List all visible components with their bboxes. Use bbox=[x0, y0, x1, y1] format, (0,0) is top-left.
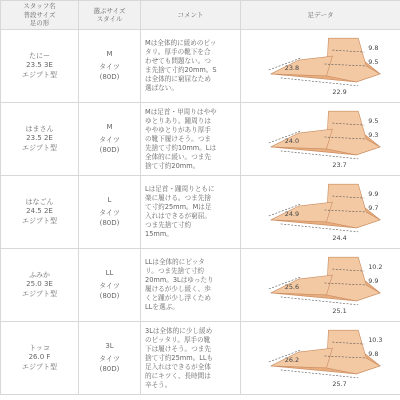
style-cell bbox=[79, 30, 141, 103]
style-denier: (80D) bbox=[99, 291, 120, 300]
foot-shape: エジプト型 bbox=[22, 362, 57, 371]
comment-line: 20mm。3Lはゆったり bbox=[145, 276, 214, 284]
measure-length: 25.6 bbox=[284, 282, 300, 291]
comment-line: ま先捨て寸約20mm。S bbox=[145, 66, 217, 74]
staff-cell bbox=[1, 30, 79, 103]
header-foot-label: 足データ bbox=[307, 10, 334, 19]
comment-line: ゆとりあり。踵周りは bbox=[145, 116, 211, 125]
comment-line: Mは足首・甲周りはやや bbox=[145, 107, 217, 116]
header-staff-line-1: スタッフ名 bbox=[23, 2, 56, 11]
measure-ankle: 9.3 bbox=[368, 131, 379, 140]
usual-size: 23.5 2E bbox=[26, 134, 53, 143]
foot-data-cell bbox=[241, 322, 400, 395]
foot-data-cell bbox=[241, 176, 400, 249]
header-style-line-2: スタイル bbox=[96, 15, 123, 23]
chosen-size: L bbox=[107, 195, 112, 204]
measure-sole: 23.7 bbox=[332, 160, 347, 169]
header-staff bbox=[1, 1, 79, 30]
comment-line: 下は履けそう。つま先 bbox=[145, 344, 211, 353]
measure-sole: 25.1 bbox=[332, 306, 347, 315]
chosen-size: LL bbox=[105, 268, 114, 277]
foot-data-cell bbox=[241, 103, 400, 176]
comment-line: て寸約25mm。Mは足 bbox=[145, 203, 212, 211]
style-type: タイツ bbox=[99, 136, 120, 145]
measure-instep: 10.3 bbox=[368, 336, 383, 345]
measure-length: 26.2 bbox=[284, 355, 300, 364]
comment-line: 入れはできるが窮屈。 bbox=[145, 212, 211, 220]
staff-name: はまさん bbox=[25, 124, 54, 133]
table-row bbox=[1, 176, 400, 249]
measure-length: 24.9 bbox=[284, 209, 300, 218]
comment-line: 選ばない。 bbox=[145, 84, 178, 92]
comment-line: 足入れはできるが全体 bbox=[145, 362, 211, 371]
table-row bbox=[1, 322, 400, 395]
measure-ankle: 9.9 bbox=[368, 277, 379, 286]
foot-shape: エジプト型 bbox=[22, 143, 57, 152]
staff-name: はなごん bbox=[25, 197, 54, 206]
foot-diagram bbox=[241, 249, 400, 321]
header-style-line-1: 選ぶサイズ bbox=[93, 6, 126, 15]
measure-sole: 22.9 bbox=[332, 87, 347, 96]
comment-line: リ。つま先捨て寸約 bbox=[145, 267, 205, 275]
staff-cell bbox=[1, 176, 79, 249]
chosen-size: M bbox=[106, 122, 113, 131]
comment-line: のピッタリ。厚手の靴 bbox=[145, 335, 211, 344]
table-row bbox=[1, 103, 400, 176]
comment-line: LLは全体的にピッタ bbox=[145, 258, 205, 266]
comment-line: 履けるが少し緩く、歩 bbox=[145, 285, 211, 293]
style-denier: (80D) bbox=[99, 72, 120, 81]
chosen-size: 3L bbox=[105, 341, 114, 350]
comment-line: 全体的に緩い。つま先 bbox=[145, 152, 211, 161]
comment-line: 3Lは全体的に少し緩め bbox=[145, 326, 213, 335]
header-staff-line-2: 普段サイズ bbox=[23, 10, 56, 19]
usual-size: 24.5 2E bbox=[26, 207, 53, 216]
style-type: タイツ bbox=[99, 355, 120, 364]
foot-data-cell bbox=[241, 249, 400, 322]
measure-instep: 9.5 bbox=[368, 117, 379, 126]
measure-sole: 25.7 bbox=[332, 379, 347, 388]
staff-cell bbox=[1, 103, 79, 176]
comment-line: つま先捨て寸約 bbox=[145, 221, 192, 229]
comment-line: は全体的に窮屈なため bbox=[145, 75, 211, 83]
style-cell bbox=[79, 176, 141, 249]
measure-instep: 9.8 bbox=[368, 44, 379, 53]
comment-line: Mは全体的に緩めのピッ bbox=[145, 39, 217, 47]
style-denier: (80D) bbox=[99, 145, 120, 154]
comment-line: 的にキツく、長時間は bbox=[145, 371, 211, 380]
measure-length: 24.0 bbox=[284, 136, 300, 145]
staff-name: たにー bbox=[29, 51, 50, 60]
comment-line: 15mm。 bbox=[145, 230, 173, 238]
foot-diagram bbox=[241, 103, 400, 175]
staff-name: ふみか bbox=[29, 270, 50, 279]
comment-line: LLを選ぶ。 bbox=[145, 303, 179, 311]
style-denier: (80D) bbox=[99, 364, 120, 373]
measure-instep: 10.2 bbox=[368, 263, 383, 272]
foot-diagram bbox=[241, 30, 400, 102]
style-type: タイツ bbox=[99, 63, 120, 72]
comment-line: 先捨て寸約10mm。Lは bbox=[145, 143, 217, 152]
comment-line: 捨て寸約25mm。LLも bbox=[145, 353, 214, 362]
comment-line: 楽に履ける。つま先捨 bbox=[145, 194, 211, 202]
staff-cell bbox=[1, 249, 79, 322]
comment-cell bbox=[141, 103, 241, 176]
measure-length: 23.8 bbox=[284, 63, 300, 72]
comment-line: タリ。厚手の靴下を合 bbox=[145, 48, 211, 56]
header-row bbox=[1, 1, 400, 30]
measure-sole: 24.4 bbox=[332, 233, 347, 242]
comment-cell bbox=[141, 322, 241, 395]
header-comment-label: コメント bbox=[177, 10, 204, 19]
style-type: タイツ bbox=[99, 209, 120, 218]
usual-size: 25.0 3E bbox=[26, 280, 53, 289]
usual-size: 26.0 F bbox=[28, 353, 51, 362]
table-row bbox=[1, 249, 400, 322]
header-staff-line-3: 足の形 bbox=[29, 19, 50, 28]
foot-shape: エジプト型 bbox=[22, 216, 57, 225]
style-denier: (80D) bbox=[99, 218, 120, 227]
staff-cell bbox=[1, 322, 79, 395]
comment-line: わせても問題ない。つ bbox=[145, 57, 211, 65]
comment-cell bbox=[141, 249, 241, 322]
comment-cell bbox=[141, 176, 241, 249]
style-cell bbox=[79, 322, 141, 395]
foot-diagram bbox=[241, 176, 400, 248]
measure-ankle: 9.8 bbox=[368, 350, 379, 359]
style-cell bbox=[79, 103, 141, 176]
chosen-size: M bbox=[106, 49, 113, 58]
staff-name: トッコ bbox=[29, 343, 50, 352]
measure-instep: 9.9 bbox=[368, 190, 379, 199]
foot-data-cell bbox=[241, 30, 400, 103]
style-type: タイツ bbox=[99, 282, 120, 291]
foot-diagram bbox=[241, 322, 400, 394]
comment-line: ややゆとりがあり厚手 bbox=[145, 125, 211, 134]
comment-line: 捨て寸約20mm。 bbox=[145, 161, 200, 170]
comment-line: 辛そう。 bbox=[145, 380, 172, 389]
foot-shape: エジプト型 bbox=[22, 70, 57, 79]
comment-line: くと踵が少し浮くため bbox=[145, 294, 211, 302]
header-foot bbox=[241, 1, 400, 30]
header-style bbox=[79, 1, 141, 30]
foot-shape: エジプト型 bbox=[22, 289, 57, 298]
measure-ankle: 9.7 bbox=[368, 204, 379, 213]
table-row bbox=[1, 30, 400, 103]
comment-cell bbox=[141, 30, 241, 103]
header-comment bbox=[141, 1, 241, 30]
measure-ankle: 9.5 bbox=[368, 58, 379, 67]
comment-line: の靴下履けそう。つま bbox=[145, 134, 211, 143]
comment-line: Lは足首・踵周りともに bbox=[145, 185, 215, 193]
usual-size: 23.5 3E bbox=[26, 61, 53, 70]
style-cell bbox=[79, 249, 141, 322]
